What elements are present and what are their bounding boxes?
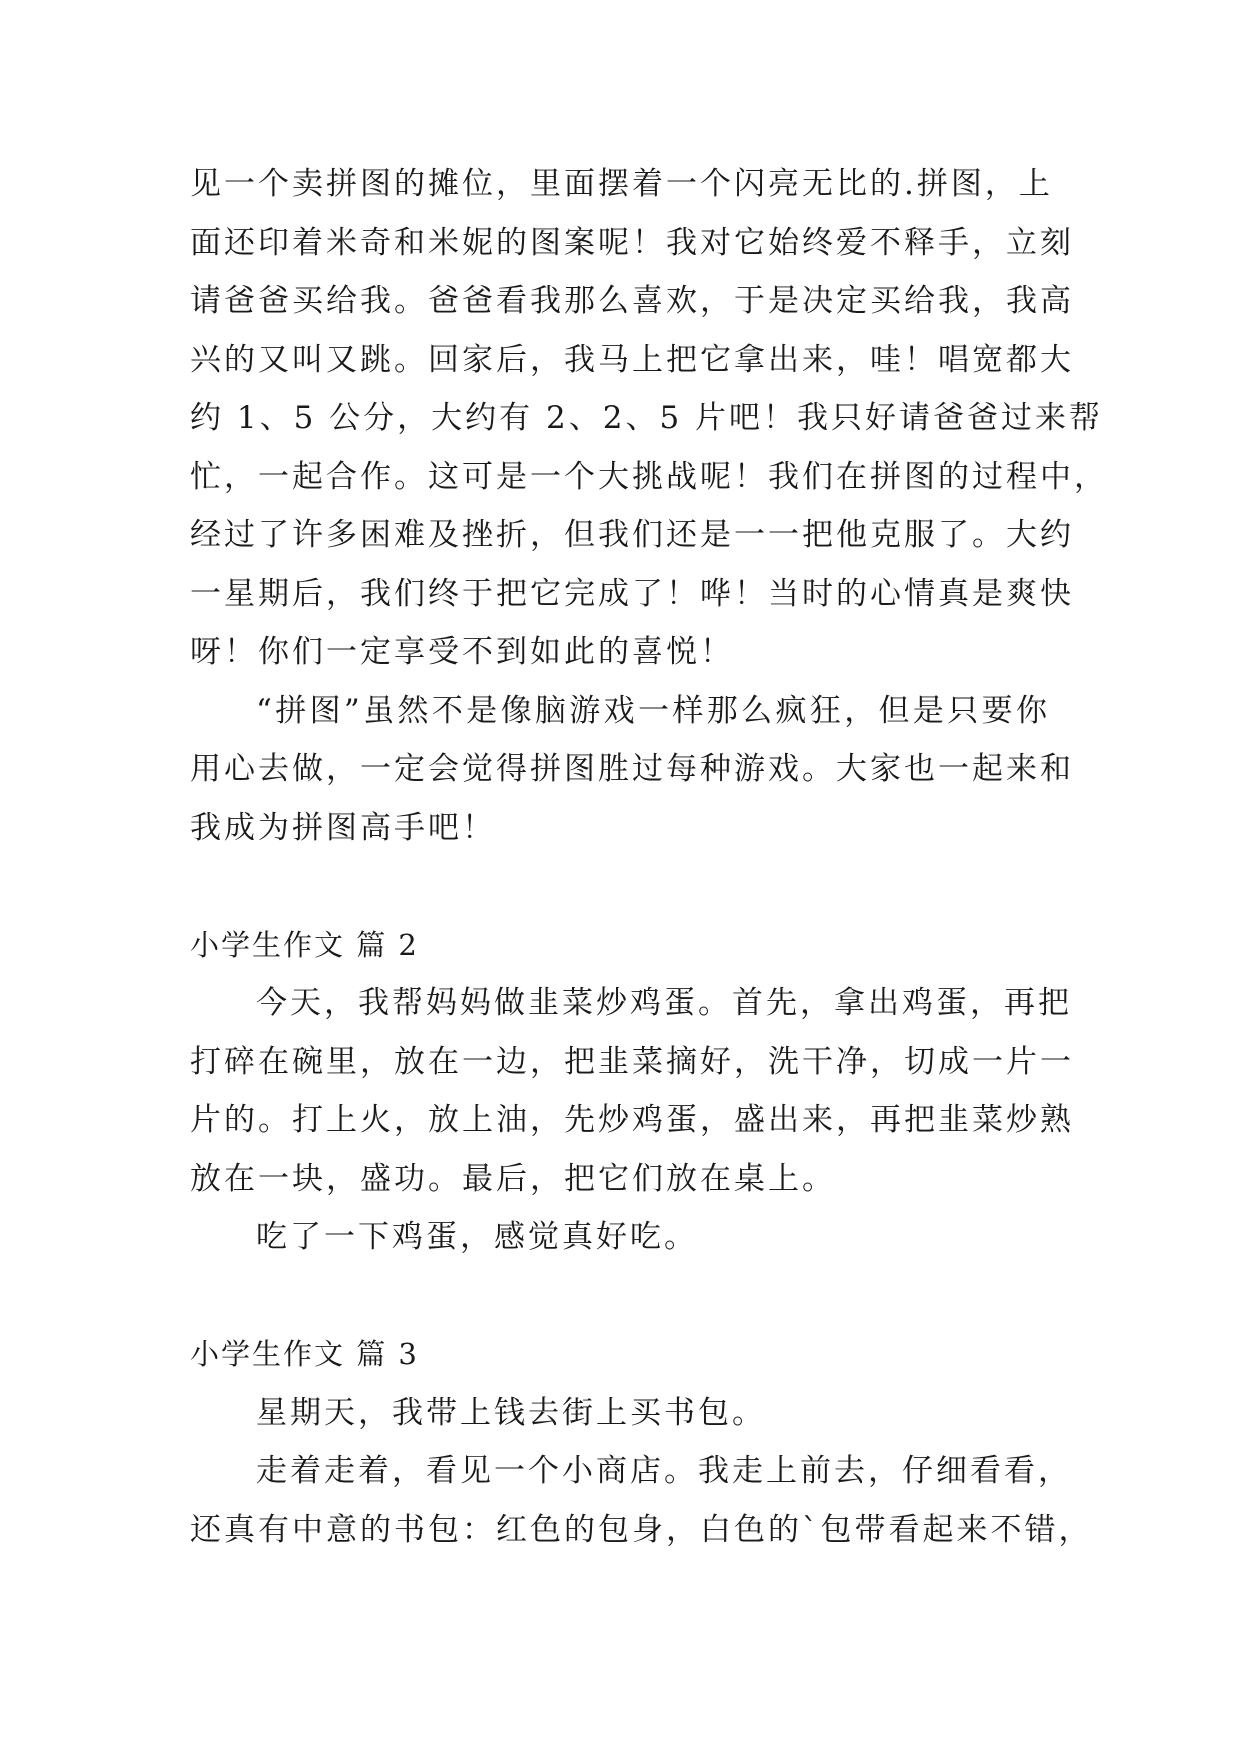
section-spacer xyxy=(190,857,1050,916)
text-line: 我成为拼图高手吧！ xyxy=(190,809,496,846)
essay3-paragraph-2 xyxy=(190,1442,1093,1559)
essay2-paragraph-1 xyxy=(190,974,1074,1208)
text-line: 经过了许多困难及挫折，但我们还是一一把他克服了。大约 xyxy=(190,517,1074,553)
text-line: 片的。打上火，放上油，先炒鸡蛋，盛出来，再把韭菜炒熟 xyxy=(190,1102,1074,1138)
section-spacer xyxy=(190,1267,1050,1326)
text-line: 吃了一下鸡蛋，感觉真好吃。 xyxy=(256,1219,698,1255)
essay1-paragraph-conclusion xyxy=(190,682,1074,858)
essay3-heading: 小学生作文 篇 3 xyxy=(190,1337,419,1371)
text-line: 星期天，我带上钱去街上买书包。 xyxy=(256,1394,766,1431)
text-line: 还真有中意的书包：红色的包身，白色的`包带看起来不错， xyxy=(190,1511,1093,1548)
text-line: 见一个卖拼图的摊位，里面摆着一个闪亮无比的.拼图，上 xyxy=(190,166,1053,202)
essay3-paragraph-1 xyxy=(190,1384,1050,1443)
document-body xyxy=(190,155,1108,1559)
text-line: 请爸爸买给我。爸爸看我那么喜欢，于是决定买给我，我高 xyxy=(190,283,1074,319)
text-line: 兴的又叫又跳。回家后，我马上把它拿出来，哇！唱宽都大 xyxy=(190,341,1074,378)
text-line: 面还印着米奇和米妮的图案呢！我对它始终爱不释手，立刻 xyxy=(190,224,1074,261)
essay2-heading: 小学生作文 篇 2 xyxy=(190,927,419,962)
text-line: 放在一块，盛功。最后，把它们放在桌上。 xyxy=(190,1160,836,1197)
text-line: 今天，我帮妈妈做韭菜炒鸡蛋。首先，拿出鸡蛋，再把 xyxy=(256,985,1072,1021)
text-line: 一星期后，我们终于把它完成了！哗！当时的心情真是爽快 xyxy=(190,575,1074,612)
text-line: “拼图”虽然不是像脑游戏一样那么疯狂，但是只要你 xyxy=(256,692,1050,729)
text-line: 用心去做，一定会觉得拼图胜过每种游戏。大家也一起来和 xyxy=(190,751,1074,787)
essay1-paragraph-continued xyxy=(190,155,1108,682)
text-line: 打碎在碗里，放在一边，把韭菜摘好，洗干净，切成一片一 xyxy=(190,1043,1074,1080)
text-line: 约 1、5 公分，大约有 2、2、5 片吧！我只好请爸爸过来帮 xyxy=(190,400,1104,436)
text-line: 忙，一起合作。这可是一个大挑战呢！我们在拼图的过程中， xyxy=(190,458,1108,495)
text-line: 呀！你们一定享受不到如此的喜悦！ xyxy=(190,634,734,670)
essay2-paragraph-2 xyxy=(190,1208,1050,1267)
text-line: 走着走着，看见一个小商店。我走上前去，仔细看看， xyxy=(256,1453,1072,1489)
